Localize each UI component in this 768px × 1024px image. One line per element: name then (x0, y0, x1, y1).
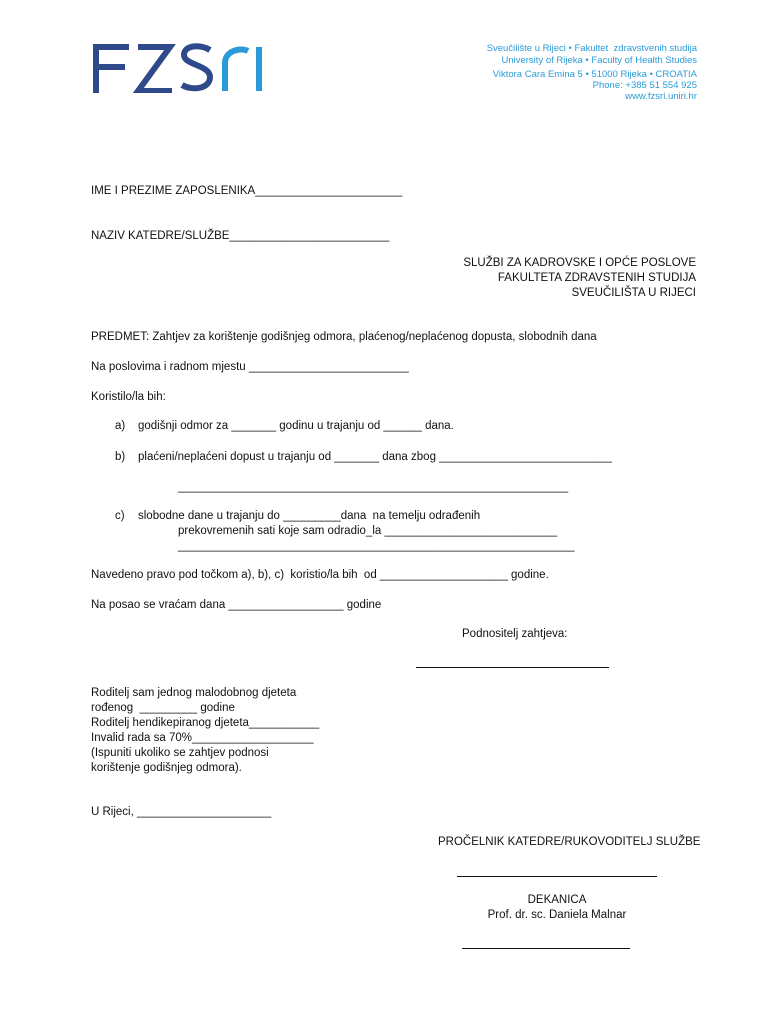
recipient-line-1: SLUŽBI ZA KADROVSKE I OPĆE POSLOVE (463, 257, 696, 269)
item-a-label: a) (115, 420, 126, 432)
applicant-label: Podnositelj zahtjeva: (462, 628, 568, 640)
item-b-continuation: _____________________________________________________________ (178, 481, 569, 493)
item-a-text: godišnji odmor za _______ godinu u trajanju od ______ dana. (138, 420, 454, 432)
header-university-en: University of Rijeka • Faculty of Health Studies (501, 55, 697, 66)
subject-line: PREDMET: Zahtjev za korištenje godišnjeg odmora, plaćenog/neplaćenog dopusta, slobodnih dana (91, 331, 597, 343)
place-date-field: U Rijeci, _____________________ (91, 806, 272, 818)
recipient-line-2: FAKULTETA ZDRAVSTENIH STUDIJA (497, 272, 696, 284)
item-c-line-1: slobodne dane u trajanju do _________dana na temelju odrađenih (138, 510, 481, 522)
dean-title: DEKANICA (527, 894, 587, 906)
parent-info-line-1: Roditelj sam jednog malodobnog djeteta (91, 687, 297, 699)
used-right-field: Navedeno pravo pod točkom a), b), c) koristio/la bih od ____________________ godine. (91, 569, 549, 581)
item-c-line-3: ______________________________________________________________ (178, 540, 575, 552)
head-of-department-title: PROČELNIK KATEDRE/RUKOVODITELJ SLUŽBE (438, 836, 701, 848)
parent-info-line-6: korištenje godišnjeg odmora). (91, 762, 242, 774)
workplace-field: Na poslovima i radnom mjestu _________________________ (91, 361, 409, 373)
header-phone: Phone: +385 51 554 925 (592, 80, 697, 91)
return-date-field: Na posao se vraćam dana __________________ godine (91, 599, 382, 611)
fzsri-logo (92, 41, 267, 93)
item-c-label: c) (115, 510, 125, 522)
applicant-signature-line (416, 667, 609, 668)
employee-name-field: IME I PREZIME ZAPOSLENIKA_______________________ (91, 185, 403, 197)
header-address: Viktora Cara Emina 5 • 51000 Rijeka • CROATIA (492, 69, 697, 80)
header-university-hr: Sveučilište u Rijeci • Fakultet zdravstvenih studija (486, 43, 697, 54)
head-signature-line (457, 876, 657, 877)
department-field: NAZIV KATEDRE/SLUŽBE_________________________ (91, 230, 390, 242)
parent-info-line-4: Invalid rada sa 70%___________________ (91, 732, 314, 744)
header-website: www.fzsri.uniri.hr (625, 91, 697, 102)
parent-info-line-5: (Ispuniti ukoliko se zahtjev podnosi (91, 747, 269, 759)
recipient-line-3: SVEUČILIŠTA U RIJECI (571, 287, 696, 299)
item-b-label: b) (115, 451, 126, 463)
parent-info-line-2: rođenog _________ godine (91, 702, 235, 714)
item-c-line-2: prekovremenih sati koje sam odradio_la ___________________________ (178, 525, 558, 537)
item-b-text: plaćeni/neplaćeni dopust u trajanju od _______ dana zbog ___________________________ (138, 451, 612, 463)
intro-text: Koristilo/la bih: (91, 391, 166, 403)
parent-info-line-3: Roditelj hendikepiranog djeteta___________ (91, 717, 320, 729)
dean-signature-line (462, 948, 630, 949)
dean-name: Prof. dr. sc. Daniela Malnar (487, 909, 627, 921)
